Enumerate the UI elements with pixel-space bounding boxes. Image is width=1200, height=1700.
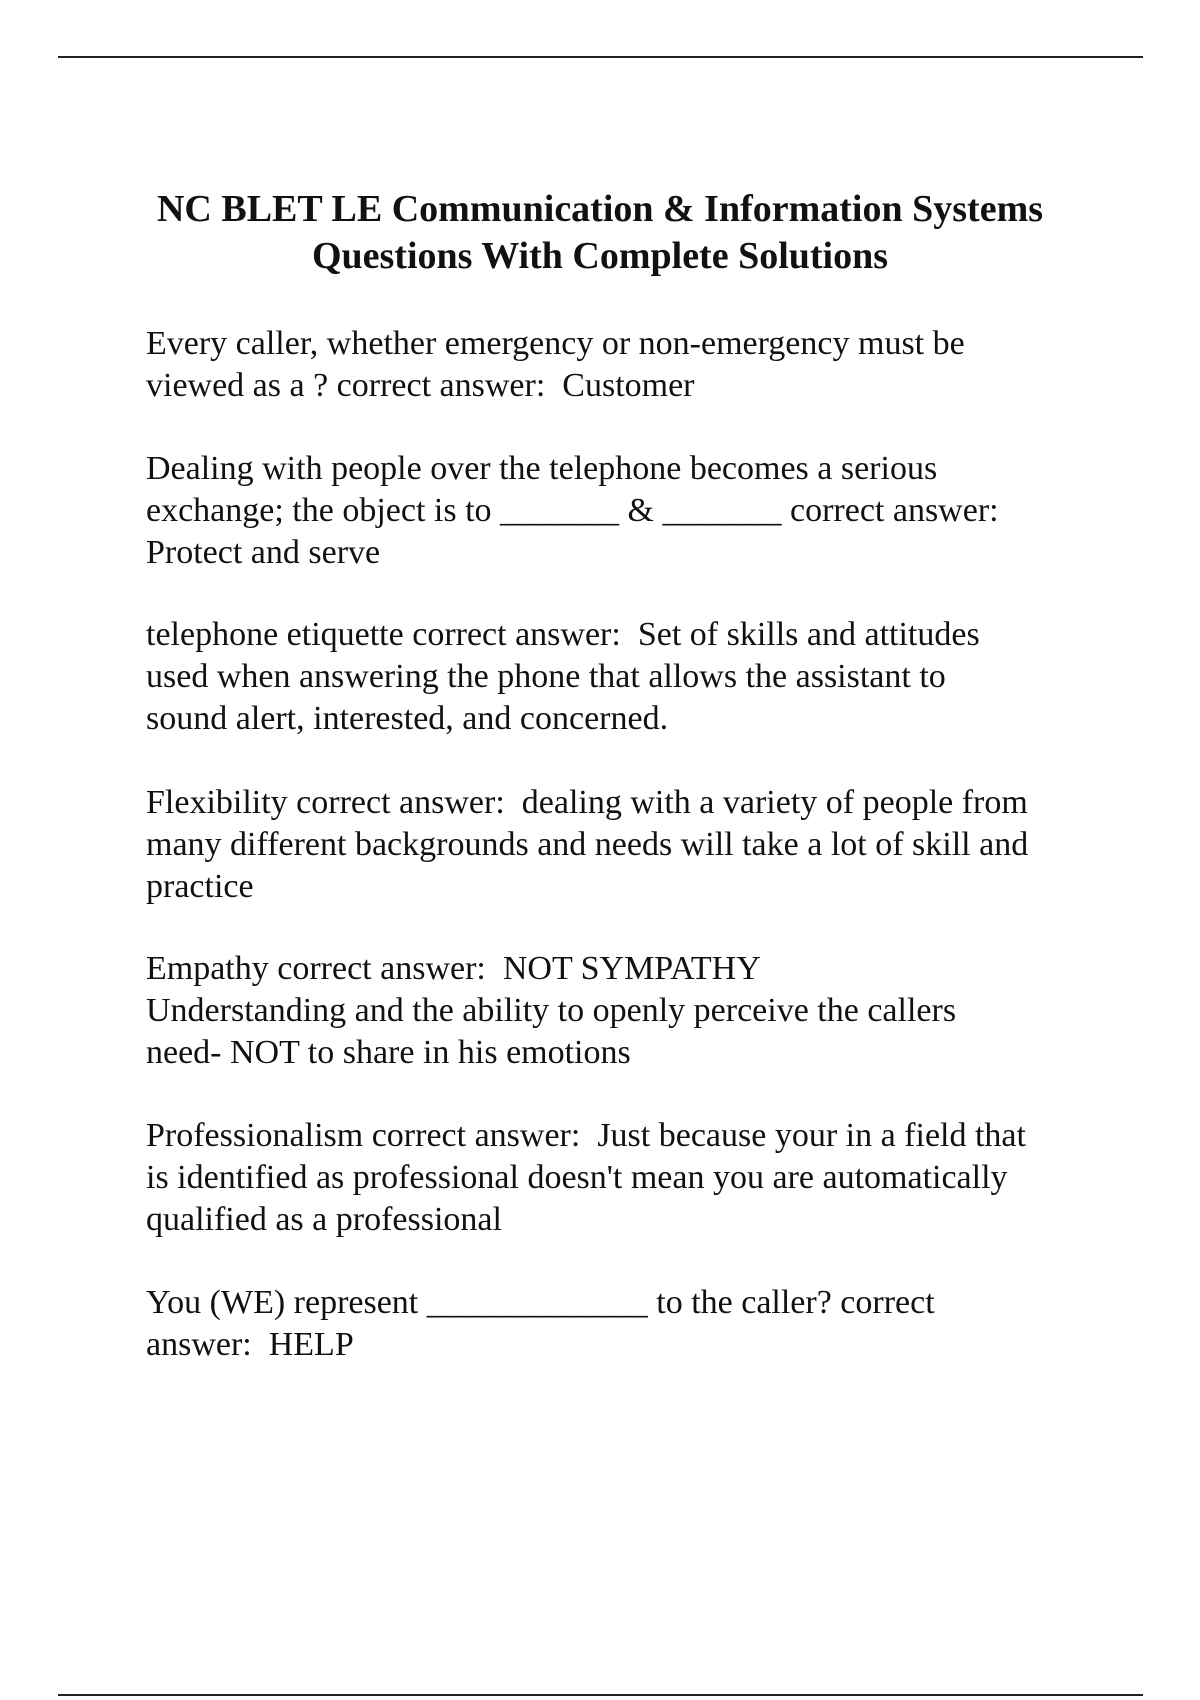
qa-line: exchange; the object is to _______ & _______ correct answer: [146, 492, 999, 529]
qa-entry-help [146, 1282, 1106, 1366]
qa-line: Understanding and the ability to openly perceive the callers [146, 992, 957, 1029]
top-divider [58, 56, 1143, 58]
qa-line: You (WE) represent _____________ to the caller? correct [146, 1284, 935, 1321]
qa-line: Every caller, whether emergency or non-emergency must be [146, 325, 965, 362]
title-line-2: Questions With Complete Solutions [311, 235, 889, 277]
qa-line: Empathy correct answer: NOT SYMPATHY [146, 950, 761, 987]
qa-line: viewed as a ? correct answer: Customer [146, 367, 695, 404]
qa-line: practice [146, 868, 254, 905]
qa-entry-customer [146, 323, 1106, 407]
qa-line: answer: HELP [146, 1326, 354, 1363]
qa-entry-empathy [146, 948, 1106, 1074]
qa-line: telephone etiquette correct answer: Set of skills and attitudes [146, 616, 980, 653]
qa-line: need- NOT to share in his emotions [146, 1034, 631, 1071]
qa-line: used when answering the phone that allows the assistant to [146, 658, 946, 695]
qa-entry-professionalism [146, 1115, 1106, 1241]
qa-line: Protect and serve [146, 534, 381, 571]
qa-entry-protect-serve [146, 448, 1106, 574]
qa-entry-telephone-etiquette [146, 614, 1106, 740]
qa-entry-flexibility [146, 782, 1106, 908]
qa-line: Flexibility correct answer: dealing with a variety of people from [146, 784, 1028, 821]
qa-line: many different backgrounds and needs will take a lot of skill and [146, 826, 1029, 863]
qa-line: qualified as a professional [146, 1201, 502, 1238]
qa-line: Professionalism correct answer: Just because your in a field that [146, 1117, 1026, 1154]
qa-line: is identified as professional doesn't mean you are automatically [146, 1159, 1008, 1196]
qa-line: Dealing with people over the telephone becomes a serious [146, 450, 938, 487]
document-title [100, 186, 1100, 280]
title-line-1: NC BLET LE Communication & Information Systems [156, 188, 1044, 230]
qa-line: sound alert, interested, and concerned. [146, 700, 669, 737]
bottom-divider [58, 1694, 1143, 1696]
